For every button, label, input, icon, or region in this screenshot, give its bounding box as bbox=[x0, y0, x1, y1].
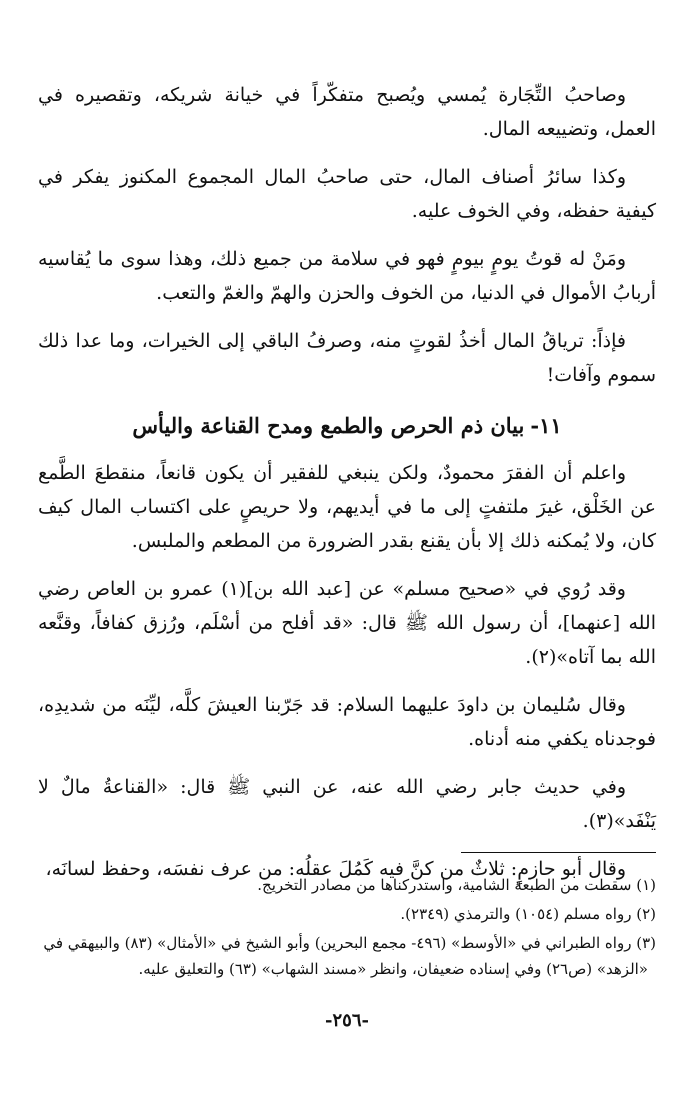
footnote-3 bbox=[38, 930, 656, 982]
paragraph-antidote: فإذاً: ترياقُ المال أخذُ لقوتٍ منه، وصرفُ الباقي إلى الخيرات، وما عدا ذلك سموم وآفات! bbox=[38, 330, 656, 386]
page-number: -٢٥٦- bbox=[325, 1010, 369, 1031]
section-heading bbox=[38, 408, 656, 444]
paragraph-poverty-praised: واعلم أن الفقرَ محمودٌ، ولكن ينبغي للفقير أن يكون قانعاً، منقطعَ الطَّمع عن الخَلْق، غيرَ ملتفتٍ إلى ما في أيديهم، ولا حريصٍ على اكتساب المال كيف كان، ولا يُمكنه ذلك إلا بأن يقنع بقدر الضرورة من المطعم والملبس. bbox=[38, 462, 656, 552]
paragraph-wealth-types: وكذا سائرُ أصناف المال، حتى صاحبُ المال المجموع المكنوز يفكر في كيفية حفظه، وفي الخوف عليه. bbox=[38, 166, 656, 222]
footnote-text: (٢) رواه مسلم (١٠٥٤) والترمذي (٢٣٤٩). bbox=[400, 905, 656, 923]
paragraph-abu-hazim: وقال أبو حازمٍ: ثلاثٌ من كنَّ فيه كَمُلَ عقلُه: من عرف نفسَه، وحفظ لسانَه، bbox=[45, 858, 626, 880]
footnote-1 bbox=[38, 872, 656, 898]
paragraph-muslim-hadith: وقد رُوي في «صحيح مسلم» عن [عبد الله بن](١) عمرو بن العاص رضي الله [عنهما]، أن رسول الله ﷺ قال: «قد أفلح من أسْلَم، ورُزق كفافاً، وقنَّعه الله بما آتاه»(٢). bbox=[38, 578, 656, 668]
section-title: بيان ذم الحرص والطمع ومدح القناعة واليأس bbox=[132, 413, 525, 438]
footnote-text: (١) سقطت من الطبعة الشامية، واستدركناها من مصادر التخريج. bbox=[257, 876, 656, 894]
footnote-text: (٣) رواه الطبراني في «الأوسط» (٤٩٦- مجمع البحرين) وأبو الشيخ في «الأمثال» (٨٣) والبيهقي في bbox=[43, 934, 656, 952]
paragraph-daily-sustenance: ومَنْ له قوتُ يومٍ بيومٍ فهو في سلامة من جميع ذلك، وهذا سوى ما يُقاسيه أربابُ الأموال في الدنيا، من الخوف والحزن والهمّ والغمّ والتعب. bbox=[38, 248, 656, 304]
section-number: ١١- bbox=[530, 413, 562, 438]
footnote-divider bbox=[461, 852, 656, 853]
paragraph-jabir-hadith: وفي حديث جابر رضي الله عنه، عن النبي ﷺ قال: «القناعةُ مالٌ لا يَنْفَد»(٣). bbox=[38, 776, 656, 832]
paragraph-sulayman: وقال سُليمان بن داودَ عليهما السلام: قد جَرّبنا العيشَ كلَّه، ليِّنَه من شديدِه، فوجدناه يكفي منه أدناه. bbox=[38, 694, 656, 750]
paragraph-merchant: وصاحبُ التِّجَارة يُمسي ويُصبح متفكّراً في خيانة شريكه، وتقصيره في العمل، وتضييعه المال. bbox=[38, 84, 656, 140]
footnote-2 bbox=[38, 901, 656, 927]
footnote-continuation: «الزهد» (ص٢٦) وفي إسناده ضعيفان، وانظر «مسند الشهاب» (٦٣) والتعليق عليه. bbox=[138, 960, 648, 978]
footnotes bbox=[38, 872, 656, 985]
